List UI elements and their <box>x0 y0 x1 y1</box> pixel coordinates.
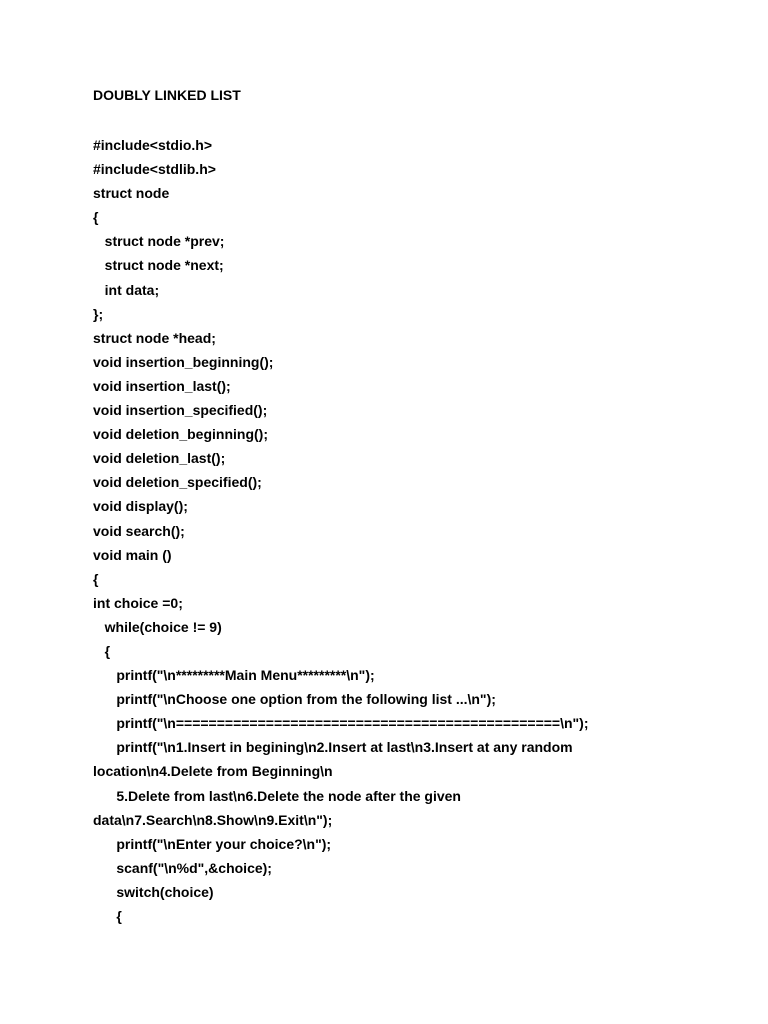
code-line: switch(choice) <box>93 883 214 900</box>
code-line: location\n4.Delete from Beginning\n <box>93 763 333 780</box>
code-line: void deletion_last(); <box>93 450 226 467</box>
code-line: { <box>93 570 99 587</box>
code-line: struct node <box>93 185 170 202</box>
code-line: struct node *prev; <box>93 233 225 250</box>
code-line: printf("\nChoose one option from the following list ...\n"); <box>93 691 496 708</box>
code-line: void deletion_beginning(); <box>93 426 268 443</box>
code-line: }; <box>93 305 104 322</box>
code-line: int data; <box>93 281 160 298</box>
code-line: struct node *next; <box>93 257 224 274</box>
code-line: void search(); <box>93 522 185 539</box>
code-line: void deletion_specified(); <box>93 474 262 491</box>
code-line: void main () <box>93 546 172 563</box>
code-line: printf("\n===============================================\n"); <box>93 715 589 732</box>
code-block <box>93 133 713 928</box>
code-line: void insertion_beginning(); <box>93 353 274 370</box>
code-line: printf("\nEnter your choice?\n"); <box>93 835 332 852</box>
code-line: void insertion_last(); <box>93 377 231 394</box>
code-line: void insertion_specified(); <box>93 402 268 419</box>
code-line: { <box>93 209 99 226</box>
code-line: scanf("\n%d",&choice); <box>93 859 272 876</box>
code-line: printf("\n*********Main Menu*********\n"); <box>93 667 375 684</box>
code-line: 5.Delete from last\n6.Delete the node after the given <box>93 787 461 804</box>
document-title: DOUBLY LINKED LIST <box>93 87 241 103</box>
code-line: data\n7.Search\n8.Show\n9.Exit\n"); <box>93 811 333 828</box>
code-line: struct node *head; <box>93 329 216 346</box>
code-line: while(choice != 9) <box>93 618 222 635</box>
code-line: void display(); <box>93 498 188 515</box>
code-line: #include<stdio.h> <box>93 137 213 153</box>
code-line: { <box>93 908 122 924</box>
code-line: printf("\n1.Insert in begining\n2.Insert at last\n3.Insert at any random <box>93 739 573 756</box>
code-line: #include<stdlib.h> <box>93 161 216 178</box>
code-line: int choice =0; <box>93 594 183 611</box>
code-line: { <box>93 642 111 659</box>
